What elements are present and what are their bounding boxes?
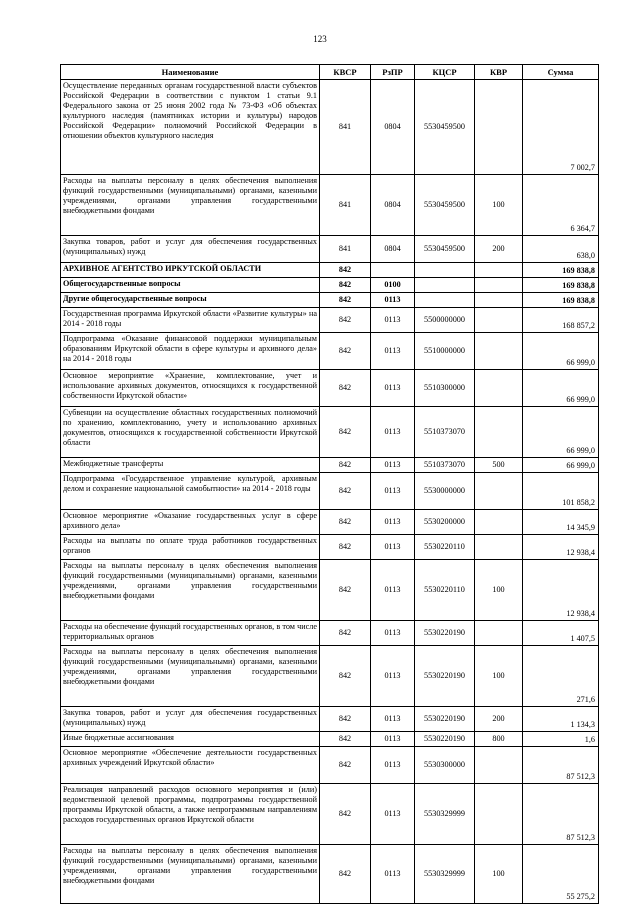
row-kvr <box>475 747 523 784</box>
row-kvsr: 842 <box>320 293 371 308</box>
row-kvsr: 842 <box>320 732 371 747</box>
table-row <box>61 293 599 308</box>
row-sum: 169 838,8 <box>523 293 599 308</box>
row-kcsr <box>415 263 475 278</box>
row-rzpr: 0804 <box>371 236 415 263</box>
row-kvr: 100 <box>475 175 523 236</box>
row-kvr <box>475 473 523 510</box>
row-kcsr: 5530329999 <box>415 784 475 845</box>
row-rzpr: 0113 <box>371 473 415 510</box>
row-kcsr: 5500000000 <box>415 308 475 333</box>
row-kcsr: 5510300000 <box>415 370 475 407</box>
table-row <box>61 175 599 236</box>
row-kcsr: 5530329999 <box>415 845 475 904</box>
row-kvsr: 842 <box>320 333 371 370</box>
row-sum: 87 512,3 <box>523 747 599 784</box>
row-kvsr: 842 <box>320 560 371 621</box>
row-name: Основное мероприятие «Хранение, комплектование, учет и использование архивных документов, относящихся к государственной собственности Иркутской области» <box>61 370 320 407</box>
row-rzpr: 0804 <box>371 175 415 236</box>
row-kvr <box>475 535 523 560</box>
table-row <box>61 646 599 707</box>
table-row <box>61 263 599 278</box>
table-row <box>61 845 599 904</box>
row-sum: 14 345,9 <box>523 510 599 535</box>
row-name: Подпрограмма «Оказание финансовой поддержки муниципальным образованиям Иркутской области в сфере культуры и архивного дела» на 2014 - 2018 годы <box>61 333 320 370</box>
row-kvr: 500 <box>475 458 523 473</box>
row-sum: 101 858,2 <box>523 473 599 510</box>
row-kvsr: 842 <box>320 458 371 473</box>
row-kvr <box>475 784 523 845</box>
row-kvsr: 842 <box>320 784 371 845</box>
row-kvsr: 842 <box>320 263 371 278</box>
row-kcsr <box>415 278 475 293</box>
row-sum: 168 857,2 <box>523 308 599 333</box>
row-kcsr: 5530000000 <box>415 473 475 510</box>
row-sum: 1 407,5 <box>523 621 599 646</box>
row-kvr: 100 <box>475 845 523 904</box>
row-kcsr: 5530200000 <box>415 510 475 535</box>
row-rzpr: 0113 <box>371 646 415 707</box>
row-kvr <box>475 278 523 293</box>
row-kcsr: 5530220190 <box>415 621 475 646</box>
table-row <box>61 732 599 747</box>
row-sum: 66 999,0 <box>523 370 599 407</box>
row-kcsr: 5530220190 <box>415 707 475 732</box>
row-name: Субвенции на осуществление областных государственных полномочий по хранению, комплектованию, учету и использованию архивных документов, относящихся к государственной собственности Иркутской области <box>61 407 320 458</box>
row-rzpr: 0113 <box>371 407 415 458</box>
row-name: Общегосударственные вопросы <box>61 278 320 293</box>
row-rzpr <box>371 263 415 278</box>
row-kvsr: 841 <box>320 175 371 236</box>
row-name: Расходы на выплаты персоналу в целях обеспечения выполнения функций государственными (муниципальными) органами, казенными учреждениями, органами управления государственными внебюджетными фондами <box>61 560 320 621</box>
row-rzpr: 0113 <box>371 560 415 621</box>
row-sum: 1,6 <box>523 732 599 747</box>
row-sum: 271,6 <box>523 646 599 707</box>
row-kvr <box>475 621 523 646</box>
row-kvsr: 842 <box>320 845 371 904</box>
row-rzpr: 0113 <box>371 370 415 407</box>
table-row <box>61 80 599 175</box>
header-kvr: КВР <box>475 65 523 80</box>
row-kvsr: 842 <box>320 473 371 510</box>
table-row <box>61 370 599 407</box>
row-rzpr: 0113 <box>371 784 415 845</box>
row-kvr <box>475 263 523 278</box>
header-rzpr: РзПР <box>371 65 415 80</box>
table-row <box>61 535 599 560</box>
table-row <box>61 473 599 510</box>
row-rzpr: 0100 <box>371 278 415 293</box>
row-sum: 7 002,7 <box>523 80 599 175</box>
table-row <box>61 707 599 732</box>
table-header-row <box>61 65 599 80</box>
row-kvsr: 842 <box>320 407 371 458</box>
table-row <box>61 784 599 845</box>
row-sum: 6 364,7 <box>523 175 599 236</box>
row-sum: 169 838,8 <box>523 263 599 278</box>
row-name: Расходы на выплаты персоналу в целях обеспечения выполнения функций государственными (муниципальными) органами, казенными учреждениями, органами управления государственными внебюджетными фондами <box>61 175 320 236</box>
row-kvr <box>475 370 523 407</box>
table-row <box>61 333 599 370</box>
row-name: Расходы на обеспечение функций государственных органов, в том числе территориальных органов <box>61 621 320 646</box>
row-kcsr: 5530459500 <box>415 175 475 236</box>
table-row <box>61 407 599 458</box>
row-sum: 66 999,0 <box>523 333 599 370</box>
row-kvr <box>475 407 523 458</box>
row-kcsr <box>415 293 475 308</box>
row-kvr <box>475 333 523 370</box>
row-kvsr: 842 <box>320 278 371 293</box>
row-kvr <box>475 308 523 333</box>
row-kvr: 200 <box>475 236 523 263</box>
table-row <box>61 560 599 621</box>
row-name: Основное мероприятие «Оказание государственных услуг в сфере архивного дела» <box>61 510 320 535</box>
row-kcsr: 5530220110 <box>415 535 475 560</box>
row-name: Межбюджетные трансферты <box>61 458 320 473</box>
row-name: Другие общегосударственные вопросы <box>61 293 320 308</box>
page-number: 123 <box>313 34 327 44</box>
row-kvr: 100 <box>475 560 523 621</box>
header-name: Наименование <box>61 65 320 80</box>
table-row <box>61 621 599 646</box>
row-name: Иные бюджетные ассигнования <box>61 732 320 747</box>
row-kvr <box>475 80 523 175</box>
row-rzpr: 0113 <box>371 845 415 904</box>
row-name: Основное мероприятие «Обеспечение деятельности государственных архивных учреждений Иркутской области» <box>61 747 320 784</box>
row-sum: 87 512,3 <box>523 784 599 845</box>
row-sum: 12 938,4 <box>523 560 599 621</box>
row-name: Подпрограмма «Государственное управление культурой, архивным делом и сохранение национальной самобытности» на 2014 - 2018 годы <box>61 473 320 510</box>
row-name: АРХИВНОЕ АГЕНТСТВО ИРКУТСКОЙ ОБЛАСТИ <box>61 263 320 278</box>
row-sum: 66 999,0 <box>523 458 599 473</box>
row-kvr: 100 <box>475 646 523 707</box>
row-kvsr: 842 <box>320 621 371 646</box>
row-sum: 66 999,0 <box>523 407 599 458</box>
row-rzpr: 0113 <box>371 747 415 784</box>
row-kcsr: 5530459500 <box>415 236 475 263</box>
row-rzpr: 0113 <box>371 707 415 732</box>
row-rzpr: 0113 <box>371 732 415 747</box>
row-kvsr: 842 <box>320 510 371 535</box>
table-row <box>61 747 599 784</box>
row-rzpr: 0113 <box>371 308 415 333</box>
row-name: Расходы на выплаты по оплате труда работников государственных органов <box>61 535 320 560</box>
row-kvsr: 842 <box>320 535 371 560</box>
table-row <box>61 278 599 293</box>
row-kcsr: 5510373070 <box>415 407 475 458</box>
row-kvsr: 841 <box>320 236 371 263</box>
row-kcsr: 5530300000 <box>415 747 475 784</box>
header-kcsr: КЦСР <box>415 65 475 80</box>
row-kvsr: 842 <box>320 747 371 784</box>
table-row <box>61 510 599 535</box>
row-sum: 169 838,8 <box>523 278 599 293</box>
row-rzpr: 0113 <box>371 510 415 535</box>
row-rzpr: 0113 <box>371 293 415 308</box>
row-name: Реализация направлений расходов основного мероприятия и (или) ведомственной целевой программы, подпрограммы государственной программы Иркутской области, а также непрограммным направлениям расходов государственных органов Иркутской области <box>61 784 320 845</box>
row-kvsr: 842 <box>320 646 371 707</box>
row-kvsr: 842 <box>320 370 371 407</box>
row-kcsr: 5530459500 <box>415 80 475 175</box>
row-kcsr: 5530220110 <box>415 560 475 621</box>
row-sum: 638,0 <box>523 236 599 263</box>
row-name: Расходы на выплаты персоналу в целях обеспечения выполнения функций государственными (муниципальными) органами, казенными учреждениями, органами управления государственными внебюджетными фондами <box>61 646 320 707</box>
row-kvr <box>475 510 523 535</box>
table-row <box>61 236 599 263</box>
row-kvr: 200 <box>475 707 523 732</box>
row-kvsr: 842 <box>320 308 371 333</box>
row-kvsr: 841 <box>320 80 371 175</box>
table-row <box>61 458 599 473</box>
row-rzpr: 0113 <box>371 333 415 370</box>
row-rzpr: 0113 <box>371 535 415 560</box>
table-row <box>61 308 599 333</box>
row-name: Расходы на выплаты персоналу в целях обеспечения выполнения функций государственными (муниципальными) органами, казенными учреждениями, органами управления государственными внебюджетными фондами <box>61 845 320 904</box>
header-sum: Сумма <box>523 65 599 80</box>
row-sum: 55 275,2 <box>523 845 599 904</box>
row-kcsr: 5510373070 <box>415 458 475 473</box>
row-sum: 12 938,4 <box>523 535 599 560</box>
row-name: Закупка товаров, работ и услуг для обеспечения государственных (муниципальных) нужд <box>61 707 320 732</box>
row-sum: 1 134,3 <box>523 707 599 732</box>
row-rzpr: 0804 <box>371 80 415 175</box>
row-name: Государственная программа Иркутской области «Развитие культуры» на 2014 - 2018 годы <box>61 308 320 333</box>
header-kvsr: КВСР <box>320 65 371 80</box>
row-kcsr: 5530220190 <box>415 732 475 747</box>
row-kvr: 800 <box>475 732 523 747</box>
row-kvr <box>475 293 523 308</box>
row-kvsr: 842 <box>320 707 371 732</box>
budget-table <box>60 64 599 904</box>
row-kcsr: 5530220190 <box>415 646 475 707</box>
row-rzpr: 0113 <box>371 621 415 646</box>
row-name: Осуществление переданных органам государственной власти субъектов Российской Федерации в соответствии с пунктом 1 статьи 9.1 Федерального закона от 25 июня 2002 года № 73-ФЗ «Об объектах культурного наследия (памятниках истории и культуры) народов Российской Федерации» полномочий Российской Федерации в отношении объектов культурного наследия <box>61 80 320 175</box>
row-rzpr: 0113 <box>371 458 415 473</box>
row-name: Закупка товаров, работ и услуг для обеспечения государственных (муниципальных) нужд <box>61 236 320 263</box>
row-kcsr: 5510000000 <box>415 333 475 370</box>
